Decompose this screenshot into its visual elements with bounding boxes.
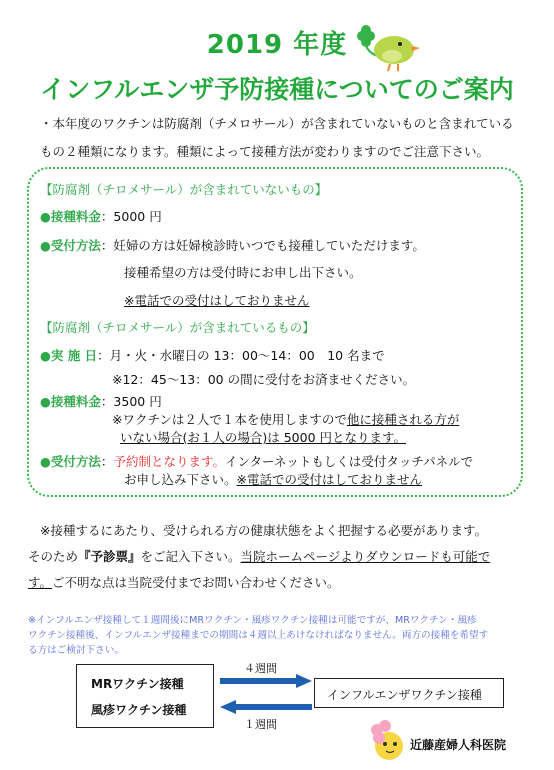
reception-value: ：妊婦の方は妊婦検診時いつでも接種していただけます。 — [100, 238, 425, 253]
small-note-line3: る方はご検討下さい。 — [28, 645, 124, 656]
yoshinhyo-text: 『予診票』 — [78, 549, 141, 564]
notice-line2-c: をご記入下さい。 — [140, 549, 241, 564]
notice-line-2 — [28, 547, 490, 565]
fee-note1-underlined: 他に接種される方が — [346, 412, 460, 427]
reception-rest: インターネットもしくは受付タッチパネルで — [224, 454, 474, 469]
reception-label-b: ●受付方法 — [40, 454, 101, 469]
reception-label: ●受付方法 — [40, 238, 101, 253]
year-title: 2019 年度 — [206, 30, 348, 60]
influenza-box — [314, 678, 504, 708]
clinic-name: 近藤産婦人科医院 — [410, 738, 507, 752]
section-a-reception-line2: 接種希望の方は受付時にお申し出下さい。 — [124, 265, 362, 280]
mr-rubella-box — [76, 664, 214, 728]
homepage-download-note: 当院ホームページよりダウンロードも可能で — [240, 549, 491, 564]
reception-line2-text: お申し込み下さい。 — [124, 472, 237, 487]
section-b-fee-note2: いない場合(お１人の場合)は 5000 円となります。 — [120, 430, 407, 445]
four-week-label: ４週間 — [244, 662, 277, 675]
rubella-vaccine-label: 風疹ワクチン接種 — [91, 703, 187, 717]
notice-line-3 — [28, 573, 340, 591]
section-b-fee — [40, 392, 162, 410]
influenza-vaccine-label: インフルエンザワクチン接種 — [327, 688, 482, 702]
notice-line3-a: す。 — [28, 575, 53, 590]
section-a-phone-note: ※電話での受付はしておりません — [124, 293, 310, 308]
section-a-reception — [40, 236, 425, 254]
notice-line-1: ※接種するにあたり、受けられる方の健康状態をよく把握する必要があります。 — [40, 523, 487, 538]
main-title: インフルエンザ予防接種についてのご案内 — [40, 75, 514, 104]
clinic-logo — [365, 716, 411, 770]
reservation-required: 予約制となります。 — [113, 454, 225, 469]
fee-value-b: ：3500 円 — [100, 394, 162, 409]
one-week-label: １週間 — [244, 718, 277, 731]
reception-colon: ： — [100, 454, 114, 469]
section-b-date-note: ※12：45～13：00 の間に受付をお済ませください。 — [112, 372, 416, 387]
vaccine-interval-note — [28, 613, 488, 658]
date-value: ：月・火・水曜日の 13：00～14：00 10 名まで — [97, 348, 385, 363]
intro-line-1: ・本年度のワクチンは防腐剤（チメロサール）が含まれていないものと含まれている — [40, 116, 514, 131]
fee-label-b: ●接種料金 — [40, 394, 101, 409]
small-note-line2: ワクチン接種後、インフルエンザ接種までの期間は４週以上あけなければなりません。両方の接種を希望す — [28, 630, 489, 641]
intro-text — [40, 110, 530, 166]
fee-note1-text: ※ワクチンは２人で１本を使用しますので — [112, 412, 347, 427]
section-b-reception — [40, 452, 473, 470]
notice-line3-b: ご不明な点は当院受付までお問い合わせください。 — [52, 575, 340, 590]
section-a-fee — [40, 207, 162, 225]
left-arrow-icon — [220, 700, 312, 714]
section-b-reception-line2 — [124, 470, 422, 488]
mr-vaccine-label: MRワクチン接種 — [91, 677, 184, 691]
section-b-date — [40, 346, 385, 364]
fee-label: ●接種料金 — [40, 209, 101, 224]
section-b-heading: 【防腐剤（チロメサール）が含まれているもの】 — [40, 320, 315, 335]
section-a-heading: 【防腐剤（チロメサール）が含まれていないもの】 — [40, 182, 328, 197]
small-note-line1: ※インフルエンザ接種して１週間後にMRワクチン・風疹ワクチン接種は可能ですが、MRワクチン・風疹 — [28, 615, 477, 626]
date-label: ●実 施 日 — [40, 348, 98, 363]
intro-line-2: もの２種類になります。種類によって接種方法が変わりますのでご注意下さい。 — [40, 144, 490, 159]
section-b-fee-note1 — [112, 410, 459, 428]
notice-line2-a: そのため — [28, 549, 79, 564]
right-arrow-icon — [220, 674, 312, 688]
fee-value: ：5000 円 — [100, 209, 162, 224]
reception-phone-note: ※電話での受付はしておりません — [236, 472, 422, 487]
